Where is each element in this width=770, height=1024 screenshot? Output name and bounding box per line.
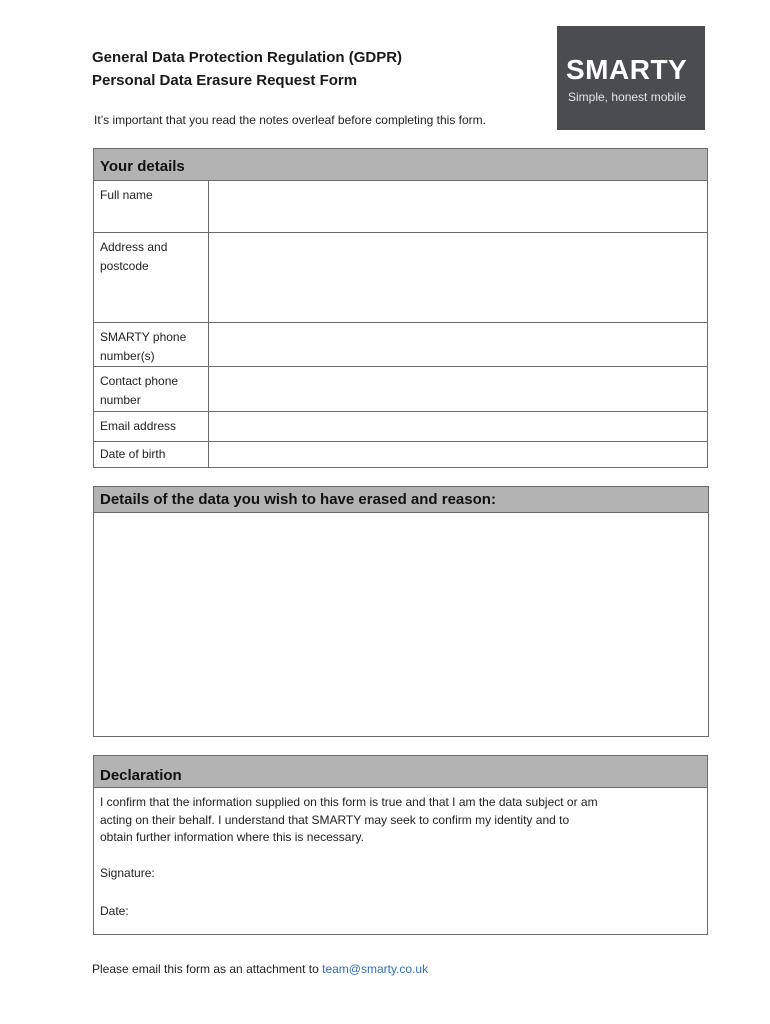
row-full-name	[94, 181, 707, 233]
date-field[interactable]	[144, 900, 444, 920]
declaration-text	[100, 794, 660, 847]
address-field[interactable]	[209, 233, 707, 322]
contact-phone-field[interactable]	[209, 367, 707, 411]
erasure-details-field[interactable]	[94, 513, 708, 736]
smarty-phone-field[interactable]	[209, 323, 707, 366]
email-link[interactable]: team@smarty.co.uk	[322, 962, 429, 976]
erasure-section	[93, 486, 709, 737]
declaration-line-3: obtain further information where this is necessary.	[100, 830, 364, 844]
erasure-heading: Details of the data you wish to have erased and reason:	[94, 487, 708, 513]
full-name-field[interactable]	[209, 181, 707, 232]
label-line: Contact phone	[100, 374, 179, 388]
row-contact-phone	[94, 367, 707, 412]
dob-field[interactable]	[209, 442, 707, 467]
footer-text: Please email this form as an attachment to	[92, 962, 319, 976]
form-title	[92, 46, 402, 92]
email-field[interactable]	[209, 412, 707, 441]
label-smarty-phone	[94, 323, 209, 366]
row-email	[94, 412, 707, 442]
label-line: Date of birth	[100, 447, 166, 461]
label-address	[94, 233, 209, 322]
declaration-line-1: I confirm that the information supplied on this form is true and that I am the data subject or am	[100, 795, 598, 809]
your-details-heading: Your details	[94, 149, 707, 181]
row-dob	[94, 442, 707, 467]
label-line: Address and	[100, 240, 168, 254]
declaration-section	[93, 755, 708, 935]
label-line: number	[100, 393, 141, 407]
label-line: Full name	[100, 188, 153, 202]
row-address	[94, 233, 707, 323]
label-full-name	[94, 181, 209, 232]
title-line-1: General Data Protection Regulation (GDPR)	[92, 49, 403, 66]
label-line: number(s)	[100, 349, 155, 363]
intro-text: It’s important that you read the notes overleaf before completing this form.	[94, 113, 486, 127]
footer-note	[92, 962, 428, 976]
row-smarty-phone	[94, 323, 707, 367]
title-line-2: Personal Data Erasure Request Form	[92, 72, 358, 89]
label-line: SMARTY phone	[100, 330, 187, 344]
label-line: postcode	[100, 259, 149, 273]
label-contact-phone	[94, 367, 209, 411]
date-label: Date:	[100, 904, 129, 918]
label-line: Email address	[100, 419, 177, 433]
your-details-section	[93, 148, 708, 468]
signature-field[interactable]	[164, 862, 464, 882]
logo-tagline: Simple, honest mobile	[568, 90, 687, 104]
declaration-line-2: acting on their behalf. I understand that SMARTY may seek to confirm my identity and to	[100, 812, 570, 827]
logo-wordmark: SMARTY	[566, 54, 688, 85]
signature-label: Signature:	[100, 866, 155, 880]
smarty-logo	[557, 26, 705, 130]
label-dob	[94, 442, 209, 467]
declaration-heading: Declaration	[94, 756, 707, 788]
label-email	[94, 412, 209, 441]
